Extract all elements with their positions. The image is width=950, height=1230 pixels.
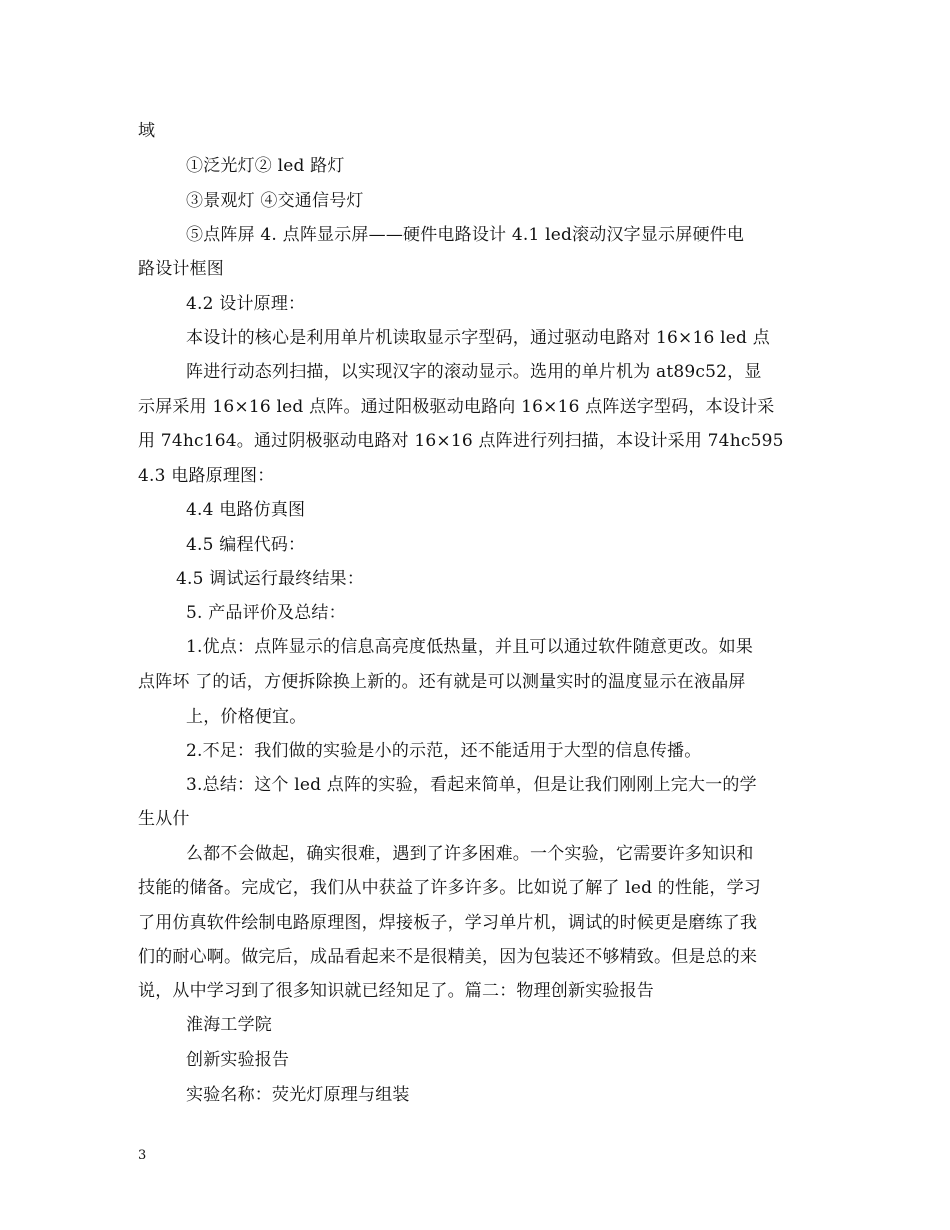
text-line: 了用仿真软件绘制电路原理图，焊接板子，学习单片机，调试的时候更是磨练了我 [138, 913, 758, 933]
text-line: 域 [138, 121, 156, 141]
text-line: 点阵坏 了的话，方便拆除换上新的。还有就是可以测量实时的温度显示在液晶屏 [138, 672, 746, 692]
section-heading: 4.5 调试运行最终结果： [176, 569, 365, 589]
text-line: 创新实验报告 [186, 1050, 290, 1070]
text-line: ①泛光灯② led 路灯 [186, 156, 345, 176]
text-line: ③景观灯 ④交通信号灯 [186, 191, 364, 211]
section-heading: 5. 产品评价及总结： [186, 603, 346, 623]
text-line: 技能的储备。完成它，我们从中获益了许多许多。比如说了解了 led 的性能，学习 [138, 878, 761, 898]
text-line: ⑤点阵屏 4. 点阵显示屏——硬件电路设计 4.1 led滚动汉字显示屏硬件电 [186, 225, 745, 245]
text-line: 1.优点：点阵显示的信息高亮度低热量，并且可以通过软件随意更改。如果 [186, 637, 754, 657]
page-number: 3 [138, 1148, 147, 1163]
section-heading: 4.3 电路原理图： [138, 466, 275, 486]
text-line: 本设计的核心是利用单片机读取显示字型码，通过驱动电路对 16×16 led 点 [186, 328, 770, 348]
text-line: 用 74hc164。通过阴极驱动电路对 16×16 点阵进行列扫描，本设计采用 74hc595 [138, 431, 784, 451]
text-line: 说，从中学习到了很多知识就已经知足了。篇二：物理创新实验报告 [138, 981, 654, 1001]
text-line: 阵进行动态列扫描，以实现汉字的滚动显示。选用的单片机为 at89c52，显 [186, 362, 762, 382]
section-heading: 4.5 编程代码： [186, 535, 306, 555]
text-line: 示屏采用 16×16 led 点阵。通过阳极驱动电路向 16×16 点阵送字型码，本设计采 [138, 397, 775, 417]
section-heading: 4.4 电路仿真图 [186, 500, 306, 520]
text-line: 上，价格便宜。 [186, 707, 307, 727]
text-line: 路设计框图 [138, 259, 224, 279]
text-line: 实验名称：荧光灯原理与组装 [186, 1085, 410, 1105]
text-line: 么都不会做起，确实很难，遇到了许多困难。一个实验，它需要许多知识和 [186, 844, 754, 864]
text-line: 们的耐心啊。做完后，成品看起来不是很精美，因为包装还不够精致。但是总的来 [138, 947, 758, 967]
text-line: 2.不足：我们做的实验是小的示范，还不能适用于大型的信息传播。 [186, 741, 702, 761]
text-line: 生从什 [138, 809, 190, 829]
section-heading: 4.2 设计原理： [186, 294, 306, 314]
text-line: 淮海工学院 [186, 1015, 272, 1035]
text-line: 3.总结：这个 led 点阵的实验，看起来简单，但是让我们刚刚上完大一的学 [186, 775, 757, 795]
